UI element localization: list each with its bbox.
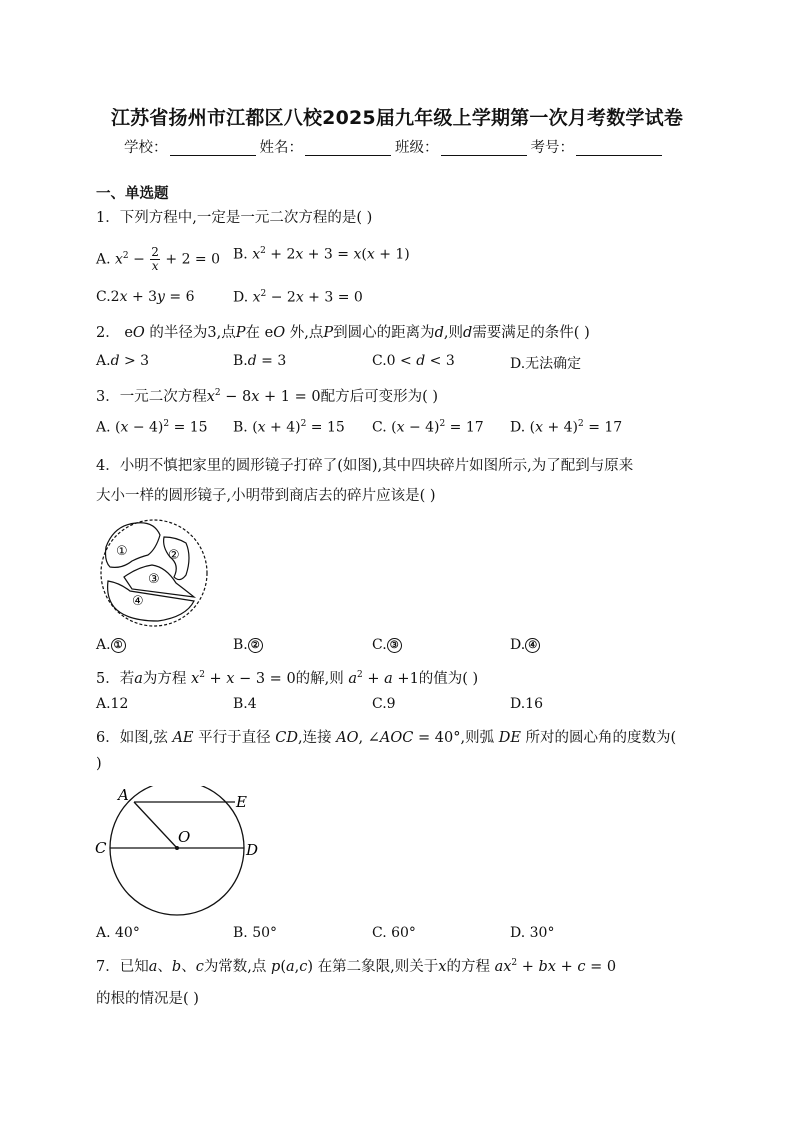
q1-option-a[interactable]: A. $x^2$ − $\frac{2}{x}$ + 2 = 0 [96,245,221,273]
q4-option-a[interactable]: A. ① [96,637,126,653]
class-blank[interactable] [441,141,527,156]
q2-option-b[interactable]: B.d = 3 [233,353,287,369]
fragment-2-label: ② [168,548,180,563]
circle-outline [110,786,244,915]
q1-option-c[interactable]: C.2x + 3y = 6 [96,289,195,305]
q4-option-d[interactable]: D. ④ [510,637,540,653]
q5-option-d[interactable]: D.16 [510,696,543,712]
q1-option-d[interactable]: D. $x^2 - 2x + 3 = 0$ [233,289,363,306]
fragment-1-label: ① [116,544,128,559]
question-6-stem-line1: 6．如图,弦 AE 平行于直径 CD,连接 AO, ∠AOC = 40°,则弧 DE 所对的圆心角的度数为( [96,730,677,746]
q3-option-a[interactable]: A. $(x - 4)^2 = 15$ [96,419,208,436]
q2-option-d[interactable]: D.无法确定 [510,356,582,372]
q6-option-b[interactable]: B. 50° [233,925,278,941]
section-heading: 一、单选题 [96,186,169,202]
label-c: C [95,839,107,857]
name-blank[interactable] [305,141,391,156]
question-7-stem-line1: 7．已知a、b、c为常数,点 p(a,c) 在第二象限,则关于x的方程 $ax^2$ + bx + c = 0 [96,958,617,975]
class-label: 班级： [395,140,439,156]
q5-option-b[interactable]: B.4 [233,696,257,712]
q4-option-b[interactable]: B. ② [233,637,263,653]
q5-option-a[interactable]: A.12 [96,696,129,712]
q6-option-c[interactable]: C. 60° [372,925,416,941]
label-e: E [236,793,247,811]
question-7-stem-line2: 的根的情况是( ) [96,991,199,1007]
name-label: 姓名： [259,140,303,156]
label-d: D [246,841,259,859]
school-label: 学校： [124,140,168,156]
number-label: 考号： [530,140,574,156]
student-info-row [124,136,666,157]
segment-ao [134,802,177,848]
q5-option-c[interactable]: C.9 [372,696,396,712]
q1-option-b[interactable]: B. $x^2 + 2x + 3 = x(x + 1)$ [233,246,410,263]
number-blank[interactable] [576,141,662,156]
circle-chord-figure [94,786,264,916]
exam-title: 江苏省扬州市江都区八校2025届九年级上学期第一次月考数学试卷 [110,107,684,129]
question-1-stem: 1．下列方程中,一定是一元二次方程的是( ) [96,210,373,226]
question-3-stem: 3．一元二次方程$x^2 - 8x + 1 = 0$配方后可变形为( ) [96,388,439,405]
label-o: O [178,828,191,846]
fragment-3-label: ③ [148,572,160,587]
question-2-stem: 2． eO 的半径为3,点P在 eO 外,点P到圆心的距离为d,则d需要满足的条件( ) [96,325,590,341]
q4-option-c[interactable]: C. ③ [372,637,402,653]
fragment-4-label: ④ [132,594,144,609]
school-blank[interactable] [170,141,256,156]
fragment-1-shape [106,523,161,568]
q6-option-d[interactable]: D. 30° [510,925,555,941]
q3-option-c[interactable]: C. $(x - 4)^2 = 17$ [372,419,484,436]
q3-option-d[interactable]: D. $(x + 4)^2 = 17$ [510,419,623,436]
broken-mirror-figure [96,517,212,629]
question-4-stem-line1: 4．小明不慎把家里的圆形镜子打碎了(如图),其中四块碎片如图所示,为了配到与原来 [96,458,634,474]
q2-option-a[interactable]: A.d > 3 [96,353,150,369]
question-5-stem: 5．若a为方程 $x^2 + x - 3 = 0$的解,则 $a^2 + a +1$的值为( ) [96,670,479,687]
q2-option-c[interactable]: C.0 < d < 3 [372,353,455,369]
question-4-stem-line2: 大小一样的圆形镜子,小明带到商店去的碎片应该是( ) [96,488,436,504]
center-point [175,846,179,850]
q3-option-b[interactable]: B. $(x + 4)^2 = 15$ [233,419,345,436]
question-6-stem-line2: ) [96,756,102,772]
q6-option-a[interactable]: A. 40° [96,925,140,941]
label-a: A [118,786,129,804]
